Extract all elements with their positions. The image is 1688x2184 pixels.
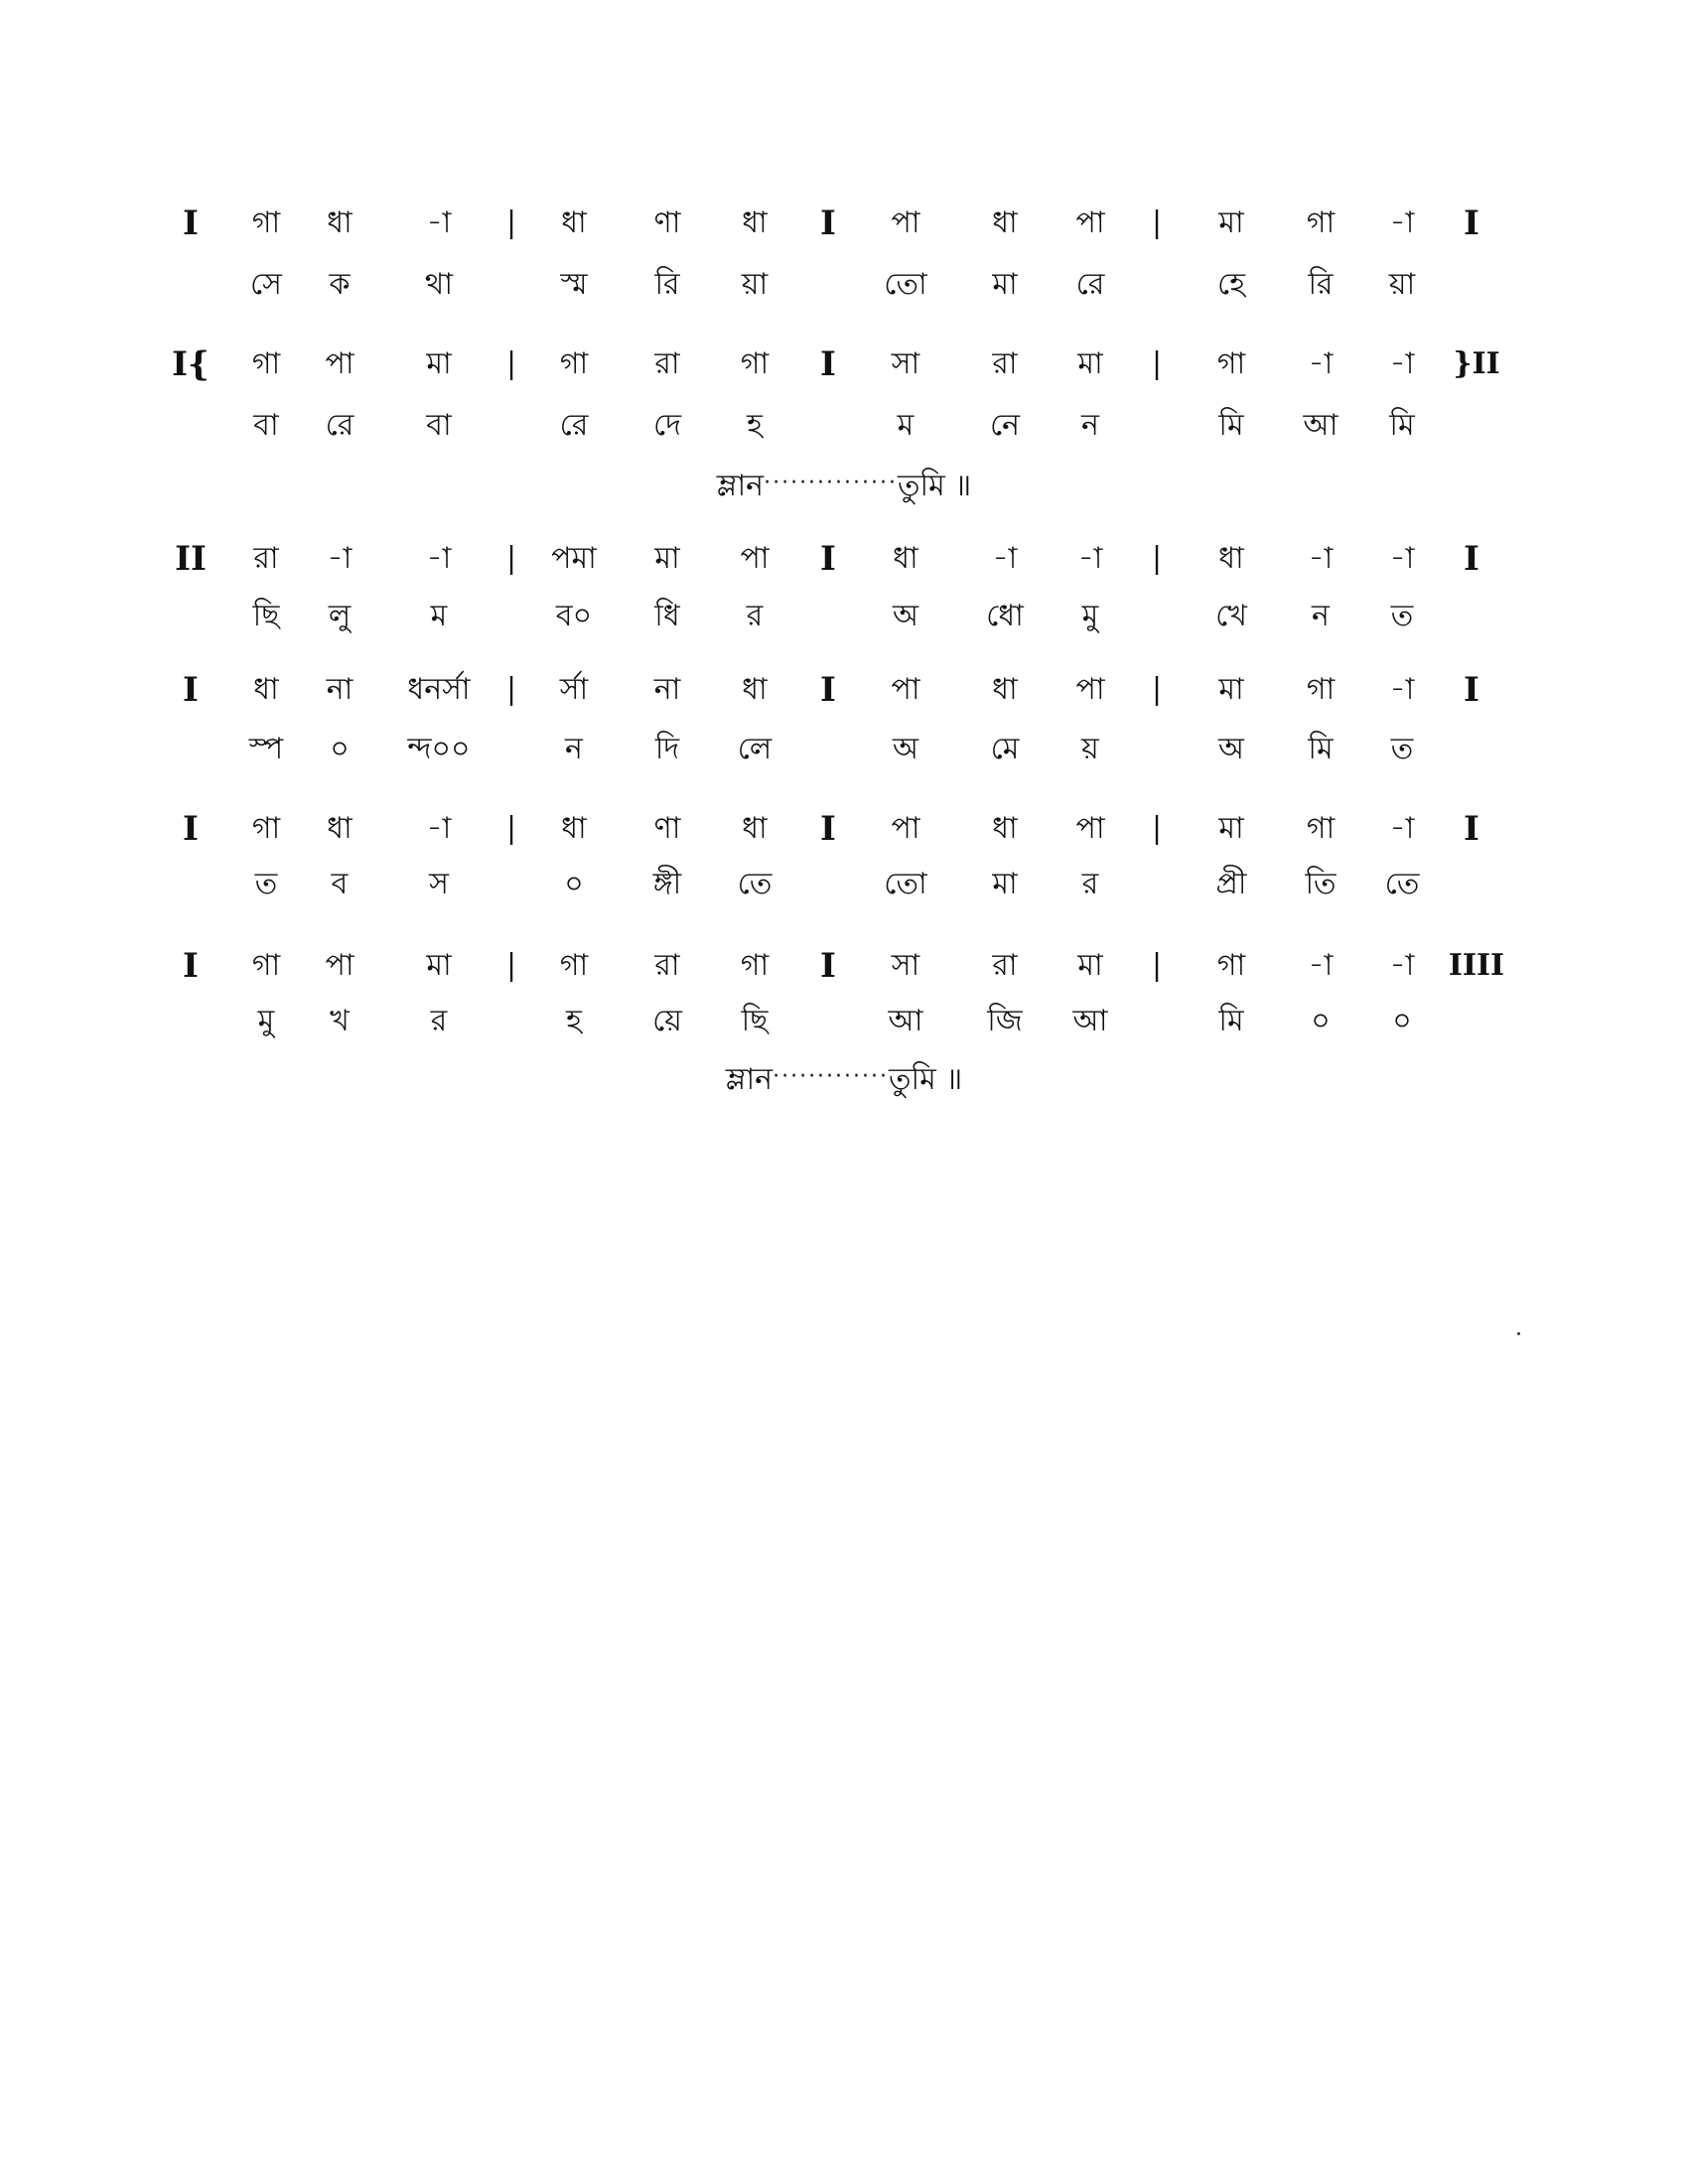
refrain-start: ম্লান <box>716 469 765 503</box>
note: গা <box>1306 672 1336 707</box>
lyric-syllable: মি <box>1218 1004 1244 1038</box>
barline: | <box>505 205 517 240</box>
lyric-syllable: য়া <box>1388 267 1416 302</box>
notation-row <box>0 941 1688 991</box>
lyric-syllable: ঙ্গী <box>652 867 682 901</box>
lyric-syllable: থা <box>424 267 454 302</box>
refrain-start: ম্লান <box>725 1062 774 1097</box>
note: মা <box>654 541 680 576</box>
notation-row <box>0 340 1688 389</box>
lyric-row <box>0 260 1688 310</box>
note: ধা <box>742 672 768 707</box>
barline: I <box>820 809 836 849</box>
lyric-syllable: খে <box>1215 599 1247 633</box>
refrain-cue <box>0 459 1688 511</box>
note: গা <box>1216 346 1246 381</box>
note: পমা <box>551 541 597 576</box>
lyric-syllable: মি <box>1308 732 1334 766</box>
note: পা <box>325 346 354 381</box>
lyric-syllable: য়ে <box>652 1004 682 1038</box>
lyric-syllable: লে <box>737 732 773 766</box>
refrain-dots: ············· <box>773 1064 890 1089</box>
lyric-row <box>0 725 1688 774</box>
note: -া <box>1077 541 1103 576</box>
note: গা <box>740 948 770 983</box>
lyric-syllable: ন <box>1081 408 1099 443</box>
end-barline: I <box>1464 670 1479 710</box>
lyric-syllable: স্প <box>248 732 284 766</box>
barline: | <box>1151 672 1163 707</box>
note: পা <box>1075 811 1105 846</box>
notation-row <box>0 534 1688 584</box>
note: ধা <box>742 205 768 240</box>
barline: | <box>1151 948 1163 983</box>
note: -া <box>426 541 452 576</box>
note: ধা <box>327 205 352 240</box>
note: -া <box>1308 948 1334 983</box>
note: পা <box>1075 672 1105 707</box>
barline: | <box>1151 541 1163 576</box>
barline: I <box>820 670 836 710</box>
lyric-syllable: মি <box>1218 408 1244 443</box>
note: ণা <box>653 811 681 846</box>
lyric-syllable: ধি <box>654 599 680 633</box>
barline: | <box>1151 811 1163 846</box>
lyric-syllable: ম <box>897 408 914 443</box>
lyric-syllable: জি <box>987 1004 1023 1038</box>
lyric-syllable: রি <box>654 267 680 302</box>
end-barline: }II <box>1453 346 1500 381</box>
barline: | <box>505 672 517 707</box>
note: সা <box>891 948 920 983</box>
lyric-syllable: ছি <box>741 1004 769 1038</box>
notation-row <box>0 199 1688 248</box>
note: না <box>326 672 353 707</box>
lyric-syllable: ত <box>254 867 278 901</box>
start-barline: I{ <box>172 344 210 384</box>
lyric-syllable: আ <box>1072 1004 1108 1038</box>
note: -া <box>992 541 1018 576</box>
barline: I <box>820 344 836 384</box>
note: ধা <box>561 811 587 846</box>
note: না <box>653 672 681 707</box>
lyric-syllable: অ <box>893 599 918 633</box>
lyric-syllable: তে <box>737 867 773 901</box>
lyric-syllable: বা <box>426 408 452 443</box>
note: গা <box>1216 948 1246 983</box>
lyric-row <box>0 860 1688 909</box>
lyric-syllable: ব০ <box>555 599 593 633</box>
lyric-syllable: খ <box>330 1004 350 1038</box>
note: গা <box>251 346 281 381</box>
lyric-syllable: অ <box>893 732 918 766</box>
lyric-syllable: তে <box>1384 867 1420 901</box>
lyric-syllable: ম <box>430 599 448 633</box>
lyric-syllable: ০ <box>564 867 584 901</box>
lyric-syllable: ০ <box>330 732 350 766</box>
note: ধা <box>992 672 1018 707</box>
lyric-syllable: ত <box>1390 732 1414 766</box>
note: রা <box>654 948 680 983</box>
lyric-syllable: লু <box>328 599 352 633</box>
note: রা <box>992 346 1018 381</box>
note: মা <box>426 346 452 381</box>
lyric-syllable: র <box>746 599 764 633</box>
note: গা <box>1306 205 1336 240</box>
notation-row <box>0 665 1688 715</box>
end-barline: I <box>1464 204 1479 243</box>
note: মা <box>1218 205 1244 240</box>
lyric-syllable: রি <box>1308 267 1334 302</box>
lyric-syllable: তি <box>1305 867 1336 901</box>
note: -া <box>1308 541 1334 576</box>
lyric-syllable: ০ <box>1392 1004 1412 1038</box>
lyric-syllable: র <box>430 1004 448 1038</box>
lyric-syllable: রে <box>325 408 354 443</box>
lyric-syllable: ন <box>565 732 583 766</box>
note: ধনর্সা <box>407 672 471 707</box>
note: মা <box>426 948 452 983</box>
note: র্সা <box>559 672 589 707</box>
refrain-cue <box>0 1052 1688 1105</box>
lyric-syllable: ধো <box>986 599 1024 633</box>
lyric-syllable: ব <box>331 867 349 901</box>
note: ধা <box>327 811 352 846</box>
end-barline: I <box>1464 809 1479 849</box>
lyric-syllable: হ <box>747 408 763 443</box>
end-barline: I <box>1464 539 1479 579</box>
lyric-syllable: রে <box>559 408 589 443</box>
barline: | <box>505 948 517 983</box>
end-barline: IIII <box>1448 948 1505 983</box>
lyric-syllable: য়া <box>741 267 769 302</box>
note: ধা <box>253 672 279 707</box>
note: ধা <box>893 541 918 576</box>
note: ধা <box>992 811 1018 846</box>
lyric-syllable: দে <box>653 408 681 443</box>
lyric-syllable: আ <box>888 1004 923 1038</box>
note: -া <box>327 541 352 576</box>
lyric-syllable: তো <box>884 267 927 302</box>
lyric-syllable: য় <box>1081 732 1099 766</box>
barline: I <box>820 204 836 243</box>
note: পা <box>891 672 920 707</box>
note: ধা <box>992 205 1018 240</box>
refrain-end: তুমি ॥ <box>898 469 972 503</box>
barline: | <box>505 346 517 381</box>
note: রা <box>654 346 680 381</box>
lyric-syllable: বা <box>253 408 279 443</box>
note: মা <box>1218 811 1244 846</box>
note: মা <box>1077 948 1103 983</box>
lyric-syllable: ন <box>1312 599 1330 633</box>
note: ধা <box>1218 541 1244 576</box>
lyric-syllable: ন্দ০০ <box>407 732 471 766</box>
lyric-row <box>0 401 1688 451</box>
lyric-syllable: ত <box>1390 599 1414 633</box>
lyric-syllable: মি <box>1389 408 1415 443</box>
lyric-syllable: স <box>429 867 449 901</box>
lyric-syllable: মা <box>992 867 1018 901</box>
lyric-syllable: মা <box>992 267 1018 302</box>
note: গা <box>559 346 589 381</box>
note: -া <box>426 205 452 240</box>
lyric-syllable: মু <box>1081 599 1099 633</box>
note: মা <box>1218 672 1244 707</box>
note: -া <box>1389 346 1415 381</box>
note: -া <box>426 811 452 846</box>
lyric-syllable: তো <box>884 867 927 901</box>
start-barline: II <box>175 539 207 579</box>
barline: | <box>1151 346 1163 381</box>
note: ণা <box>653 205 681 240</box>
note: মা <box>1077 346 1103 381</box>
barline: I <box>820 946 836 986</box>
note: -া <box>1389 672 1415 707</box>
lyric-syllable: মে <box>990 732 1020 766</box>
note: সা <box>891 346 920 381</box>
refrain-end: তুমি ॥ <box>889 1062 963 1097</box>
start-barline: I <box>183 946 199 986</box>
note: -া <box>1389 205 1415 240</box>
note: -া <box>1389 811 1415 846</box>
note: পা <box>740 541 770 576</box>
lyric-syllable: র <box>1081 867 1099 901</box>
lyric-syllable: মু <box>257 1004 275 1038</box>
note: গা <box>559 948 589 983</box>
note: গা <box>251 811 281 846</box>
lyric-syllable: অ <box>1218 732 1244 766</box>
note: গা <box>1306 811 1336 846</box>
start-barline: I <box>183 809 199 849</box>
start-barline: I <box>183 670 199 710</box>
lyric-syllable: ছি <box>252 599 280 633</box>
lyric-row <box>0 997 1688 1046</box>
barline: | <box>505 811 517 846</box>
lyric-syllable: প্রী <box>1215 867 1247 901</box>
note: গা <box>740 346 770 381</box>
barline: | <box>1151 205 1163 240</box>
lyric-syllable: নে <box>989 408 1021 443</box>
stray-mark <box>1517 1332 1520 1335</box>
notation-row <box>0 804 1688 854</box>
lyric-syllable: আ <box>1303 408 1338 443</box>
lyric-row <box>0 592 1688 641</box>
note: রা <box>992 948 1018 983</box>
note: রা <box>253 541 279 576</box>
start-barline: I <box>183 204 199 243</box>
barline: | <box>505 541 517 576</box>
note: পা <box>1075 205 1105 240</box>
lyric-syllable: রে <box>1075 267 1105 302</box>
note: ধা <box>561 205 587 240</box>
note: -া <box>1389 948 1415 983</box>
lyric-syllable: ০ <box>1311 1004 1331 1038</box>
note: পা <box>891 811 920 846</box>
lyric-syllable: ক <box>329 267 351 302</box>
note: -া <box>1308 346 1334 381</box>
lyric-syllable: স্ম <box>560 267 588 302</box>
lyric-syllable: হ <box>566 1004 582 1038</box>
note: ধা <box>742 811 768 846</box>
note: পা <box>891 205 920 240</box>
lyric-syllable: হে <box>1217 267 1245 302</box>
note: গা <box>251 948 281 983</box>
note: গা <box>251 205 281 240</box>
lyric-syllable: দি <box>654 732 680 766</box>
note: -া <box>1389 541 1415 576</box>
lyric-syllable: সে <box>250 267 282 302</box>
note: পা <box>325 948 354 983</box>
barline: I <box>820 539 836 579</box>
refrain-dots: ··············· <box>764 471 898 495</box>
